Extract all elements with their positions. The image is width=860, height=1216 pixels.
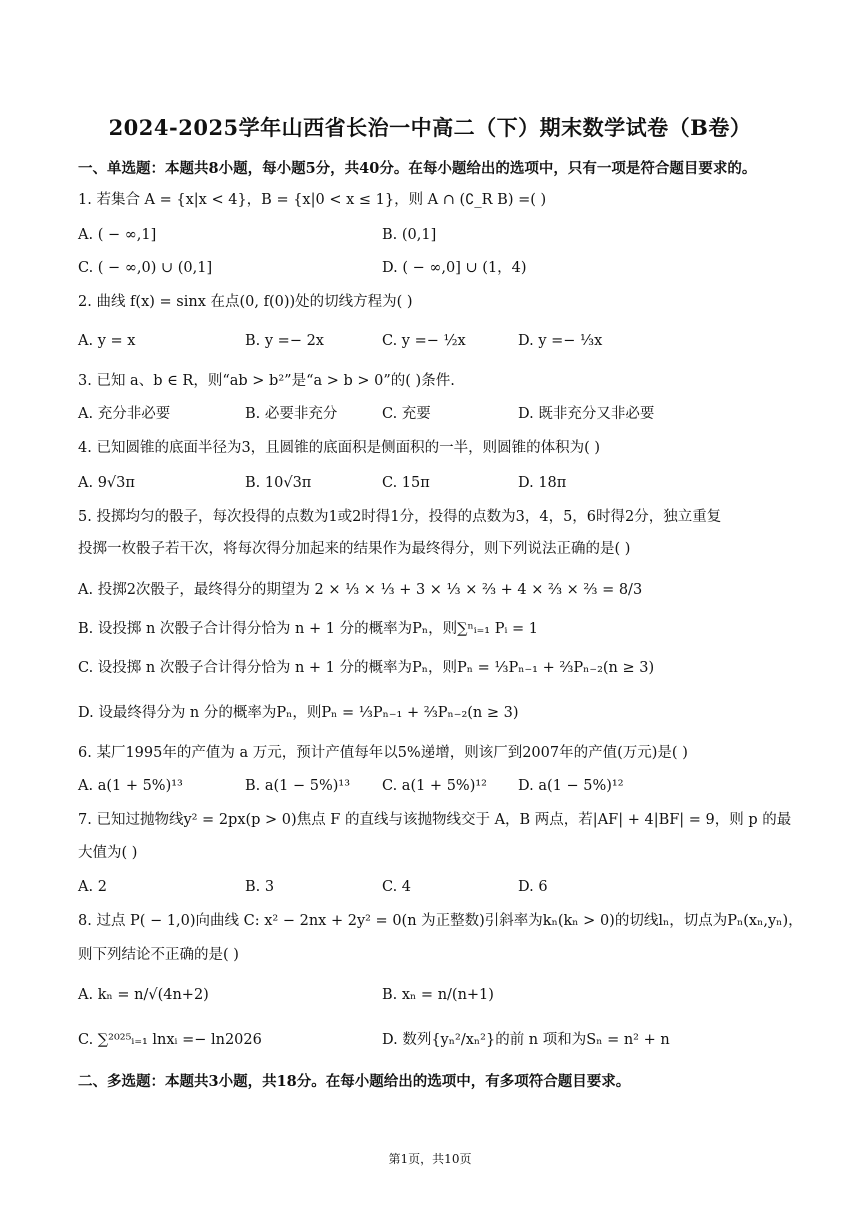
question-7-option-c: C. 4	[382, 879, 412, 895]
question-6-option-d: D. a(1 − 5%)¹²	[518, 778, 624, 794]
question-8-option-b: B. xₙ = n/(n+1)	[382, 987, 494, 1003]
question-1-option-d: D. ( − ∞,0] ∪ (1，4)	[382, 260, 527, 276]
question-5-option-d: D. 设最终得分为 n 分的概率为Pₙ，则Pₙ = ⅓Pₙ₋₁ + ⅔Pₙ₋₂(n ≥ 3)	[78, 705, 519, 721]
question-3-option-d: D. 既非充分又非必要	[518, 406, 655, 422]
question-5-stem-line-1: 5. 投掷均匀的骰子，每次投得的点数为1或2时得1分，投得的点数为3，4，5，6时得2分，独立重复	[78, 509, 722, 525]
question-5-stem-line-2: 投掷一枚骰子若干次，将每次得分加起来的结果作为最终得分，则下列说法正确的是( )	[78, 541, 631, 557]
page-title: 2024-2025学年山西省长治一中高二（下）期末数学试卷（B卷）	[108, 115, 752, 140]
question-6-option-b: B. a(1 − 5%)¹³	[245, 778, 351, 794]
section-heading-multiple-choice: 二、多选题：本题共3小题，共18分。在每小题给出的选项中，有多项符合题目要求。	[78, 1073, 631, 1090]
question-6-option-c: C. a(1 + 5%)¹²	[382, 778, 487, 794]
question-7-option-a: A. 2	[78, 879, 107, 895]
question-8-option-d: D. 数列{yₙ²/xₙ²}的前 n 项和为Sₙ = n² + n	[382, 1032, 670, 1048]
question-7-option-b: B. 3	[245, 879, 275, 895]
question-6-stem: 6. 某厂1995年的产值为 a 万元，预计产值每年以5%递增，则该厂到2007年的产值(万元)是( )	[78, 745, 688, 761]
section-heading-single-choice: 一、单选题：本题共8小题，每小题5分，共40分。在每小题给出的选项中，只有一项是符合题目要求的。	[78, 160, 757, 177]
question-5-option-a: A. 投掷2次骰子，最终得分的期望为 2 × ⅓ × ⅓ + 3 × ⅓ × ⅔ + 4 × ⅔ × ⅔ = 8/3	[78, 582, 643, 598]
question-7-option-d: D. 6	[518, 879, 548, 895]
question-4-option-d: D. 18π	[518, 475, 567, 491]
question-1-option-b: B. (0,1]	[382, 227, 437, 243]
question-6-option-a: A. a(1 + 5%)¹³	[78, 778, 183, 794]
question-1-option-c: C. ( − ∞,0) ∪ (0,1]	[78, 260, 213, 276]
question-2-stem: 2. 曲线 f(x) = sinx 在点(0, f(0))处的切线方程为( )	[78, 294, 413, 310]
question-3-stem: 3. 已知 a、b ∈ R，则“ab > b²”是“a > b > 0”的( )条件.	[78, 373, 455, 389]
question-4-option-a: A. 9√3π	[78, 475, 135, 491]
question-8-stem-line-1: 8. 过点 P( − 1,0)向曲线 C: x² − 2nx + 2y² = 0(n 为正整数)引斜率为kₙ(kₙ > 0)的切线lₙ，切点为Pₙ(xₙ,yₙ)，	[78, 913, 803, 929]
question-4-stem: 4. 已知圆锥的底面半径为3，且圆锥的底面积是侧面积的一半，则圆锥的体积为( )	[78, 440, 601, 456]
question-1-stem: 1. 若集合 A = {x|x < 4}，B = {x|0 < x ≤ 1}，则 A ∩ (∁_R B) =( )	[78, 192, 547, 208]
question-2-option-d: D. y =− ⅓x	[518, 333, 603, 349]
question-2-option-c: C. y =− ½x	[382, 333, 466, 349]
question-1-option-a: A. ( − ∞,1]	[78, 227, 157, 243]
question-2-option-a: A. y = x	[78, 333, 136, 349]
question-3-option-a: A. 充分非必要	[78, 406, 171, 422]
question-8-stem-line-2: 则下列结论不正确的是( )	[78, 947, 239, 963]
page-footer: 第1页，共10页	[388, 1152, 472, 1166]
question-2-option-b: B. y =− 2x	[245, 333, 324, 349]
question-4-option-b: B. 10√3π	[245, 475, 312, 491]
question-8-option-a: A. kₙ = n/√(4n+2)	[78, 987, 209, 1003]
question-7-stem-line-1: 7. 已知过抛物线y² = 2px(p > 0)焦点 F 的直线与该抛物线交于 A，B 两点，若|AF| + 4|BF| = 9，则 p 的最	[78, 812, 792, 828]
question-4-option-c: C. 15π	[382, 475, 430, 491]
question-3-option-b: B. 必要非充分	[245, 406, 338, 422]
question-5-option-b: B. 设投掷 n 次骰子合计得分恰为 n + 1 分的概率为Pₙ，则∑ⁿᵢ₌₁ Pᵢ = 1	[78, 621, 538, 637]
question-8-option-c: C. ∑²⁰²⁵ᵢ₌₁ lnxᵢ =− ln2026	[78, 1032, 262, 1048]
question-7-stem-line-2: 大值为( )	[78, 845, 138, 861]
question-3-option-c: C. 充要	[382, 406, 431, 422]
question-5-option-c: C. 设投掷 n 次骰子合计得分恰为 n + 1 分的概率为Pₙ，则Pₙ = ⅓Pₙ₋₁ + ⅔Pₙ₋₂(n ≥ 3)	[78, 660, 655, 676]
